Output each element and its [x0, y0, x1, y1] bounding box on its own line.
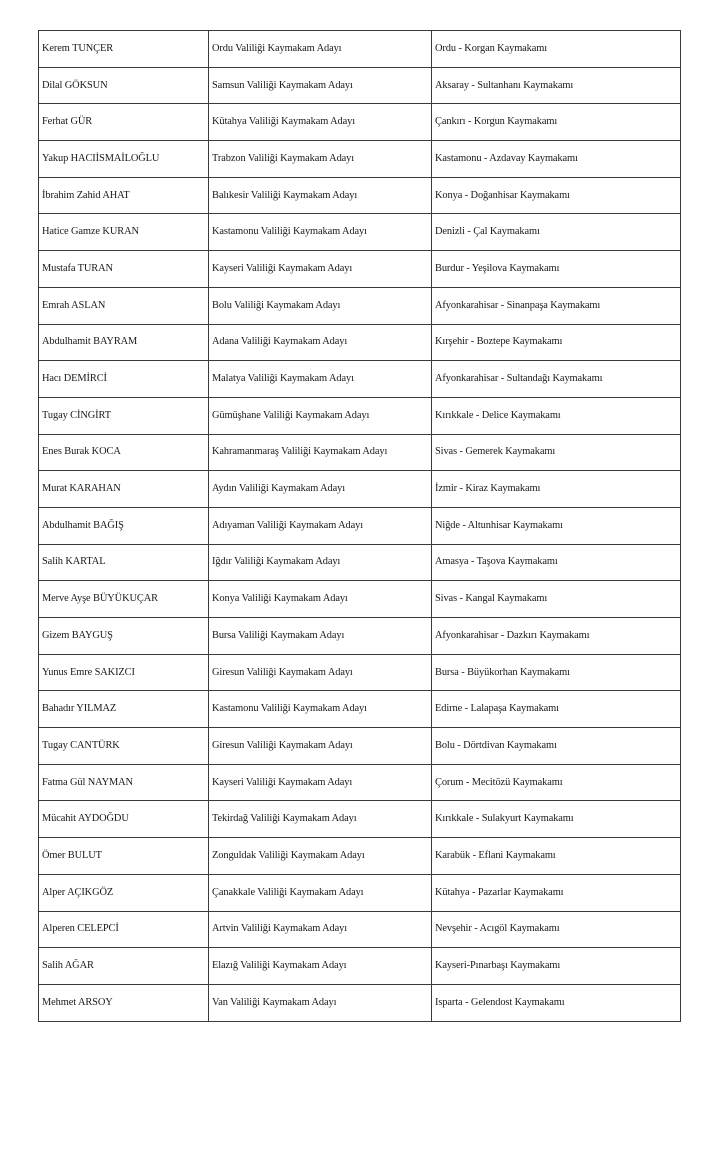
- post-cell: Çorum - Mecitözü Kaymakamı: [432, 764, 681, 801]
- post-cell: Ordu - Korgan Kaymakamı: [432, 31, 681, 68]
- candidate-cell: Zonguldak Valiliği Kaymakam Adayı: [209, 838, 432, 875]
- table-row: [39, 287, 681, 324]
- table-row: [39, 948, 681, 985]
- name-cell: Yunus Emre SAKIZCI: [39, 654, 209, 691]
- table-row: [39, 984, 681, 1021]
- post-cell: Kastamonu - Azdavay Kaymakamı: [432, 141, 681, 178]
- table-row: [39, 251, 681, 288]
- post-cell: Isparta - Gelendost Kaymakamı: [432, 984, 681, 1021]
- candidate-cell: Malatya Valiliği Kaymakam Adayı: [209, 361, 432, 398]
- name-cell: Hatice Gamze KURAN: [39, 214, 209, 251]
- name-cell: Alper AÇIKGÖZ: [39, 874, 209, 911]
- post-cell: Afyonkarahisar - Sinanpaşa Kaymakamı: [432, 287, 681, 324]
- name-cell: Bahadır YILMAZ: [39, 691, 209, 728]
- name-cell: Murat KARAHAN: [39, 471, 209, 508]
- table-row: [39, 801, 681, 838]
- post-cell: Kayseri-Pınarbaşı Kaymakamı: [432, 948, 681, 985]
- post-cell: Afyonkarahisar - Dazkırı Kaymakamı: [432, 618, 681, 655]
- table-row: [39, 361, 681, 398]
- table-row: [39, 874, 681, 911]
- candidate-cell: Aydın Valiliği Kaymakam Adayı: [209, 471, 432, 508]
- candidate-cell: Gümüşhane Valiliği Kaymakam Adayı: [209, 397, 432, 434]
- candidate-cell: Tekirdağ Valiliği Kaymakam Adayı: [209, 801, 432, 838]
- table-row: [39, 691, 681, 728]
- name-cell: Mücahit AYDOĞDU: [39, 801, 209, 838]
- post-cell: Sivas - Gemerek Kaymakamı: [432, 434, 681, 471]
- post-cell: Konya - Doğanhisar Kaymakamı: [432, 177, 681, 214]
- name-cell: Dilal GÖKSUN: [39, 67, 209, 104]
- post-cell: Karabük - Eflani Kaymakamı: [432, 838, 681, 875]
- post-cell: Sivas - Kangal Kaymakamı: [432, 581, 681, 618]
- table-row: [39, 104, 681, 141]
- candidate-cell: Kayseri Valiliği Kaymakam Adayı: [209, 251, 432, 288]
- name-cell: Hacı DEMİRCİ: [39, 361, 209, 398]
- candidate-cell: Kastamonu Valiliği Kaymakam Adayı: [209, 214, 432, 251]
- name-cell: Mustafa TURAN: [39, 251, 209, 288]
- candidate-cell: Giresun Valiliği Kaymakam Adayı: [209, 654, 432, 691]
- name-cell: Emrah ASLAN: [39, 287, 209, 324]
- candidate-cell: Adana Valiliği Kaymakam Adayı: [209, 324, 432, 361]
- post-cell: Nevşehir - Acıgöl Kaymakamı: [432, 911, 681, 948]
- table-row: [39, 67, 681, 104]
- table-row: [39, 397, 681, 434]
- candidate-cell: Kahramanmaraş Valiliği Kaymakam Adayı: [209, 434, 432, 471]
- candidate-cell: Trabzon Valiliği Kaymakam Adayı: [209, 141, 432, 178]
- name-cell: Merve Ayşe BÜYÜKUÇAR: [39, 581, 209, 618]
- appointment-table-body: [39, 31, 681, 1022]
- candidate-cell: Ordu Valiliği Kaymakam Adayı: [209, 31, 432, 68]
- post-cell: Bolu - Dörtdivan Kaymakamı: [432, 728, 681, 765]
- post-cell: Çankırı - Korgun Kaymakamı: [432, 104, 681, 141]
- name-cell: Fatma Gül NAYMAN: [39, 764, 209, 801]
- table-row: [39, 544, 681, 581]
- name-cell: Enes Burak KOCA: [39, 434, 209, 471]
- candidate-cell: Elazığ Valiliği Kaymakam Adayı: [209, 948, 432, 985]
- candidate-cell: Kastamonu Valiliği Kaymakam Adayı: [209, 691, 432, 728]
- table-row: [39, 214, 681, 251]
- name-cell: Salih KARTAL: [39, 544, 209, 581]
- name-cell: Tugay CANTÜRK: [39, 728, 209, 765]
- candidate-cell: Çanakkale Valiliği Kaymakam Adayı: [209, 874, 432, 911]
- table-row: [39, 654, 681, 691]
- candidate-cell: Kütahya Valiliği Kaymakam Adayı: [209, 104, 432, 141]
- table-row: [39, 141, 681, 178]
- post-cell: Kırıkkale - Sulakyurt Kaymakamı: [432, 801, 681, 838]
- post-cell: Burdur - Yeşilova Kaymakamı: [432, 251, 681, 288]
- candidate-cell: Samsun Valiliği Kaymakam Adayı: [209, 67, 432, 104]
- candidate-cell: Konya Valiliği Kaymakam Adayı: [209, 581, 432, 618]
- candidate-cell: Iğdır Valiliği Kaymakam Adayı: [209, 544, 432, 581]
- candidate-cell: Bolu Valiliği Kaymakam Adayı: [209, 287, 432, 324]
- post-cell: Denizli - Çal Kaymakamı: [432, 214, 681, 251]
- table-row: [39, 324, 681, 361]
- post-cell: Aksaray - Sultanhanı Kaymakamı: [432, 67, 681, 104]
- post-cell: Kırşehir - Boztepe Kaymakamı: [432, 324, 681, 361]
- candidate-cell: Balıkesir Valiliği Kaymakam Adayı: [209, 177, 432, 214]
- name-cell: Alperen CELEPCİ: [39, 911, 209, 948]
- post-cell: Afyonkarahisar - Sultandağı Kaymakamı: [432, 361, 681, 398]
- table-row: [39, 911, 681, 948]
- appointment-table: [38, 30, 681, 1022]
- name-cell: Abdulhamit BAĞIŞ: [39, 507, 209, 544]
- table-row: [39, 764, 681, 801]
- table-row: [39, 581, 681, 618]
- table-row: [39, 507, 681, 544]
- name-cell: Ferhat GÜR: [39, 104, 209, 141]
- table-row: [39, 728, 681, 765]
- name-cell: Kerem TUNÇER: [39, 31, 209, 68]
- post-cell: Amasya - Taşova Kaymakamı: [432, 544, 681, 581]
- table-row: [39, 177, 681, 214]
- candidate-cell: Giresun Valiliği Kaymakam Adayı: [209, 728, 432, 765]
- post-cell: İzmir - Kiraz Kaymakamı: [432, 471, 681, 508]
- candidate-cell: Van Valiliği Kaymakam Adayı: [209, 984, 432, 1021]
- table-row: [39, 31, 681, 68]
- document-page: [38, 30, 680, 1022]
- post-cell: Niğde - Altunhisar Kaymakamı: [432, 507, 681, 544]
- name-cell: Salih AĞAR: [39, 948, 209, 985]
- name-cell: Mehmet ARSOY: [39, 984, 209, 1021]
- name-cell: Ömer BULUT: [39, 838, 209, 875]
- name-cell: İbrahim Zahid AHAT: [39, 177, 209, 214]
- table-row: [39, 471, 681, 508]
- name-cell: Abdulhamit BAYRAM: [39, 324, 209, 361]
- table-row: [39, 434, 681, 471]
- name-cell: Tugay CİNGİRT: [39, 397, 209, 434]
- table-row: [39, 838, 681, 875]
- name-cell: Gizem BAYGUŞ: [39, 618, 209, 655]
- post-cell: Bursa - Büyükorhan Kaymakamı: [432, 654, 681, 691]
- name-cell: Yakup HACIİSMAİLOĞLU: [39, 141, 209, 178]
- candidate-cell: Kayseri Valiliği Kaymakam Adayı: [209, 764, 432, 801]
- candidate-cell: Artvin Valiliği Kaymakam Adayı: [209, 911, 432, 948]
- candidate-cell: Bursa Valiliği Kaymakam Adayı: [209, 618, 432, 655]
- post-cell: Edirne - Lalapaşa Kaymakamı: [432, 691, 681, 728]
- post-cell: Kırıkkale - Delice Kaymakamı: [432, 397, 681, 434]
- post-cell: Kütahya - Pazarlar Kaymakamı: [432, 874, 681, 911]
- table-row: [39, 618, 681, 655]
- candidate-cell: Adıyaman Valiliği Kaymakam Adayı: [209, 507, 432, 544]
